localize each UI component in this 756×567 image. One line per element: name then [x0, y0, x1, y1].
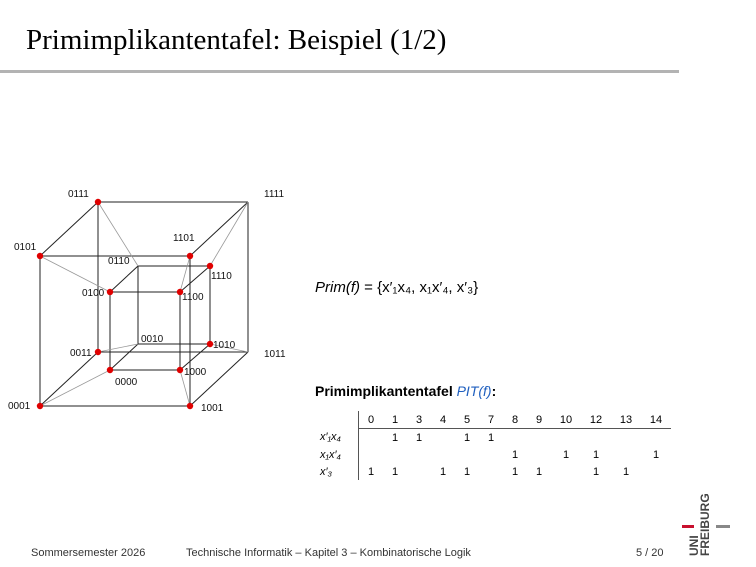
table-cell: 1 — [367, 465, 375, 478]
table-cell: 1 — [439, 465, 447, 478]
table-cell: 1 — [511, 465, 519, 478]
table-cell — [479, 446, 503, 463]
table-cell: 1 — [592, 448, 600, 461]
svg-text:UNI: UNI — [687, 535, 701, 556]
column-header: 12 — [581, 411, 611, 429]
table-cell — [359, 446, 384, 463]
table-cell — [611, 446, 641, 463]
label-0110: 0110 — [108, 256, 130, 267]
label-0100: 0100 — [82, 288, 105, 299]
table-cell: 1 — [592, 465, 600, 478]
prim-lhs: Prim — [315, 279, 346, 296]
row-label: x₁x′₄ — [315, 446, 359, 463]
vertex-0111 — [95, 199, 101, 205]
table-cell — [503, 429, 527, 447]
svg-text:FREIBURG: FREIBURG — [698, 493, 712, 556]
table-cell: 1 — [415, 431, 423, 444]
footer-page-number: 5 / 20 — [636, 547, 664, 559]
pit-heading-text: Primimplikantentafel — [315, 383, 453, 399]
column-header: 9 — [527, 411, 551, 429]
table-cell — [641, 429, 671, 447]
prime-implicant-table — [315, 411, 671, 480]
prim-arg: (f) — [345, 279, 360, 296]
row-label: x′₁x₄ — [315, 429, 359, 447]
column-header: 1 — [383, 411, 407, 429]
table-cell — [527, 429, 551, 447]
table-row — [315, 463, 671, 480]
pit-colon: : — [491, 383, 497, 399]
table-cell — [455, 446, 479, 463]
label-1100: 1100 — [182, 292, 204, 303]
column-header: 13 — [611, 411, 641, 429]
prime-implicant-formula — [315, 279, 478, 296]
table-cell — [611, 429, 641, 447]
label-0010: 0010 — [141, 334, 164, 345]
slide-title: Primimplikantentafel: Beispiel (1/2) — [26, 24, 447, 56]
label-1111: 1111 — [264, 189, 285, 200]
corner-cell — [315, 411, 359, 429]
vertex-0101 — [37, 253, 43, 259]
column-header: 7 — [479, 411, 503, 429]
table-cell — [527, 446, 551, 463]
vertex-0011 — [95, 349, 101, 355]
label-0111: 0111 — [68, 189, 89, 200]
pit-symbol: PIT(f) — [456, 383, 492, 399]
table-cell — [383, 446, 407, 463]
pit-heading — [315, 383, 496, 399]
column-header: 14 — [641, 411, 671, 429]
column-header: 4 — [431, 411, 455, 429]
vertex-0001 — [37, 403, 43, 409]
vertex-1000 — [177, 367, 183, 373]
table-cell: 1 — [463, 431, 471, 444]
table-cell: 1 — [391, 431, 399, 444]
column-header: 8 — [503, 411, 527, 429]
table-cell: 1 — [511, 448, 519, 461]
table-header-row — [315, 411, 671, 429]
table-row — [315, 429, 671, 447]
table-cell — [581, 429, 611, 447]
column-header: 0 — [359, 411, 384, 429]
table-cell — [431, 429, 455, 447]
label-0000: 0000 — [115, 377, 138, 388]
vertex-1110 — [207, 263, 213, 269]
vertex-1101 — [187, 253, 193, 259]
table-cell: 1 — [463, 465, 471, 478]
row-label: x′₃ — [315, 463, 359, 480]
label-1010: 1010 — [213, 340, 236, 351]
footer-semester: Sommersemester 2026 — [31, 547, 146, 559]
table-cell: 1 — [487, 431, 495, 444]
label-1110: 1110 — [211, 271, 232, 282]
table-cell — [407, 463, 431, 480]
table-cell — [431, 446, 455, 463]
column-header: 3 — [407, 411, 431, 429]
table-cell: 1 — [622, 465, 630, 478]
university-logo — [682, 478, 732, 558]
vertex-0100 — [107, 289, 113, 295]
label-0001: 0001 — [8, 401, 31, 412]
column-header: 5 — [455, 411, 479, 429]
table-row — [315, 446, 671, 463]
vertex-1001 — [187, 403, 193, 409]
footer-course: Technische Informatik – Kapitel 3 – Kombinatorische Logik — [186, 547, 471, 559]
table-cell: 1 — [391, 465, 399, 478]
table-cell: 1 — [535, 465, 543, 478]
label-1101: 1101 — [173, 233, 195, 244]
table-cell: 1 — [562, 448, 570, 461]
column-header: 10 — [551, 411, 581, 429]
vertex-0000 — [107, 367, 113, 373]
table-cell — [407, 446, 431, 463]
label-1011: 1011 — [264, 349, 286, 360]
label-1000: 1000 — [184, 367, 207, 378]
table-cell: 1 — [652, 448, 660, 461]
table-cell — [551, 463, 581, 480]
label-1001: 1001 — [201, 403, 224, 414]
table-cell — [479, 463, 503, 480]
label-0011: 0011 — [70, 348, 92, 359]
table-cell — [359, 429, 384, 447]
table-cell — [551, 429, 581, 447]
prim-rhs: = {x′₁x₄, x₁x′₄, x′₃} — [364, 279, 479, 296]
label-0101: 0101 — [14, 242, 37, 253]
table-cell — [641, 463, 671, 480]
